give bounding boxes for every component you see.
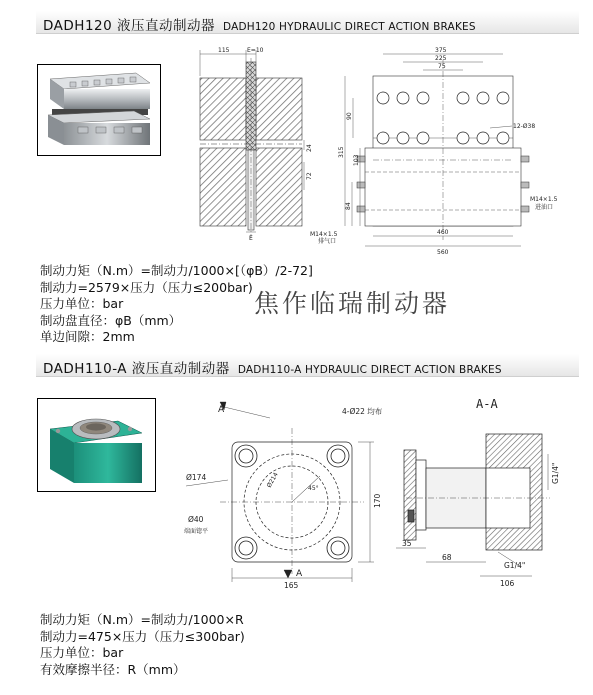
watermark: 焦作临瑞制动器 xyxy=(254,289,451,318)
section-2-title xyxy=(43,357,502,377)
dadh110a-technical-drawing xyxy=(180,392,585,592)
label-section-aa: A-A xyxy=(476,397,498,411)
side-view xyxy=(200,58,302,238)
section-view-aa xyxy=(404,434,550,550)
dadh120-technical-drawing xyxy=(190,40,585,255)
formula-line: 制动力矩（N.m）=制动力/1000×R xyxy=(40,612,244,627)
dim-460: 460 xyxy=(437,229,449,236)
label-hole-spec: 12-Ø38 xyxy=(513,123,536,130)
dim-d40: Ø40 xyxy=(188,515,204,524)
label-m14-left: M14×1.5 xyxy=(310,231,338,238)
label-spotface: 端面锪平 xyxy=(184,528,209,535)
section-2-formulas xyxy=(40,612,245,678)
dim-115: 115 xyxy=(218,47,230,54)
dim-106: 106 xyxy=(500,579,515,588)
formula-line: 压力单位：bar xyxy=(40,645,124,660)
formula-line: 制动力矩（N.m）=制动力/1000×[（φB）/2-72] xyxy=(40,263,313,278)
dim-90: 90 xyxy=(346,112,353,120)
dim-68: 68 xyxy=(442,553,452,562)
label-inlet: 进油口 xyxy=(535,204,554,211)
section-2-title-cn: DADH110-A 液压直动制动器 xyxy=(43,361,230,377)
dim-24: 24 xyxy=(306,144,313,152)
dim-560: 560 xyxy=(437,249,449,255)
dim-e10: E=10 xyxy=(247,47,264,54)
dim-d174: Ø174 xyxy=(186,473,207,482)
label-holes: 4-Ø22 均布 xyxy=(342,407,383,416)
formula-line: 有效摩擦半径：R（mm） xyxy=(40,661,186,677)
dim-75: 75 xyxy=(438,63,446,70)
front-view xyxy=(365,60,521,240)
formula-line: 制动力=2579×压力（压力≤200bar) xyxy=(40,279,253,295)
dim-72: 72 xyxy=(306,172,313,180)
formula-line: 制动盘直径：φB（mm） xyxy=(40,312,182,328)
label-vent: 排气口 xyxy=(318,238,337,245)
section-1-title-cn: DADH120 液压直动制动器 xyxy=(43,18,215,34)
dim-84: 84 xyxy=(345,202,352,210)
formula-line: 压力单位：bar xyxy=(40,296,124,311)
label-g14-bottom: G1/4" xyxy=(504,561,526,570)
label-section-a-bottom: A xyxy=(296,569,303,579)
section-2-title-en: DADH110-A HYDRAULIC DIRECT ACTION BRAKES xyxy=(237,364,502,376)
label-m14-right: M14×1.5 xyxy=(530,196,558,203)
dim-225: 225 xyxy=(435,55,447,62)
dim-35: 35 xyxy=(402,539,412,548)
label-angle-45: 45° xyxy=(308,485,319,492)
label-g14-right: G1/4" xyxy=(551,462,560,484)
dadh110a-product-photo xyxy=(37,398,156,492)
dadh120-product-photo xyxy=(37,64,161,156)
label-section-a-top: A xyxy=(218,405,225,415)
dim-375: 375 xyxy=(435,47,447,54)
dim-e: E xyxy=(249,235,253,242)
dim-315: 315 xyxy=(338,146,345,158)
formula-line: 制动力=475×压力（压力≤300bar) xyxy=(40,628,245,644)
dim-d214: Ø214 xyxy=(265,471,280,489)
dim-170: 170 xyxy=(373,493,382,508)
dim-103: 103 xyxy=(353,154,360,166)
section-1-title xyxy=(43,14,476,34)
formula-line: 单边间隙：2mm xyxy=(40,329,135,344)
dim-165: 165 xyxy=(284,581,299,590)
section-1-title-en: DADH120 HYDRAULIC DIRECT ACTION BRAKES xyxy=(223,21,476,33)
